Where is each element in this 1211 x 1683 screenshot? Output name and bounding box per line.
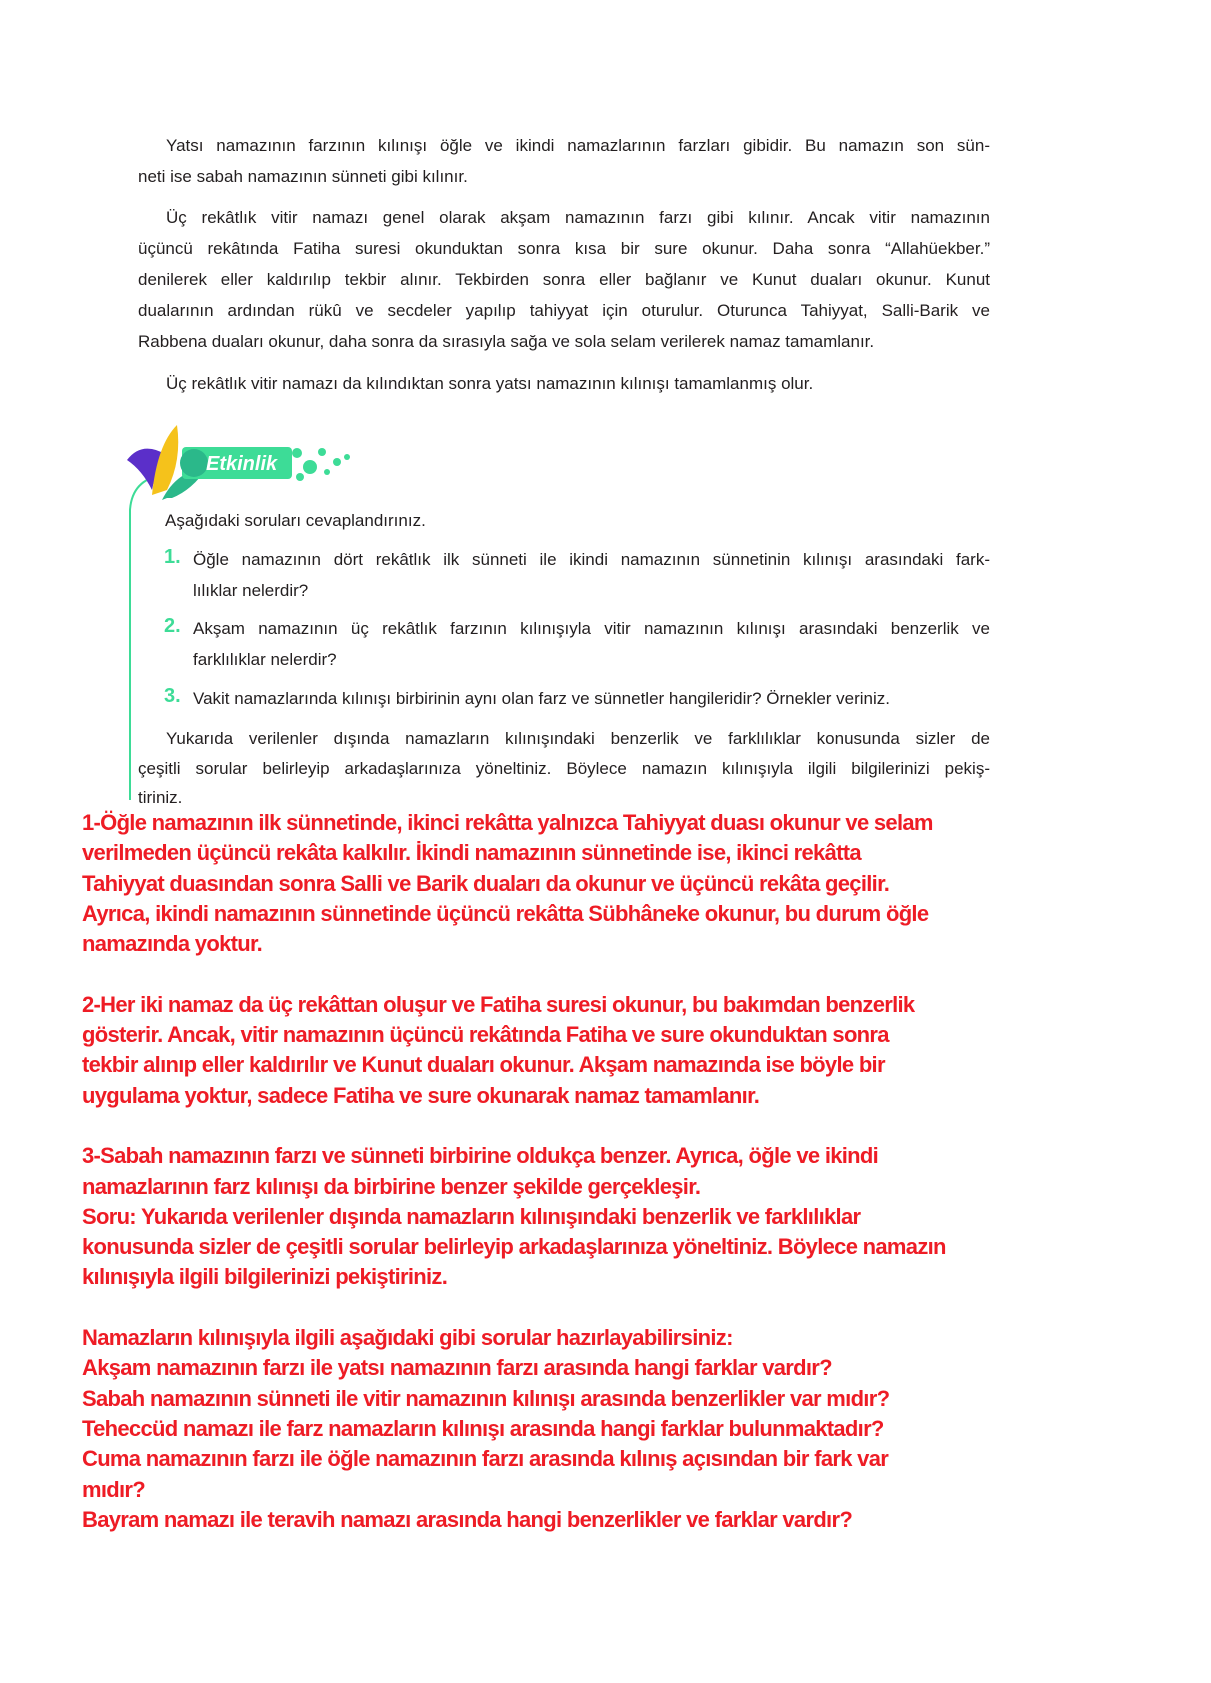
answer-line: Bayram namazı ile teravih namazı arasında hangi benzerlikler ve farklar vardır?: [82, 1506, 853, 1532]
answer-line: 1-Öğle namazının ilk sünnetinde, ikinci rekâtta yalnızca Tahiyyat duası okunur ve selam: [82, 810, 933, 835]
text-line: Üç rekâtlık vitir namazı da kılındıktan sonra yatsı namazının kılınışı tamamlanmış olur.: [166, 374, 814, 393]
answer-line: Cuma namazının farzı ile öğle namazının farzı arasında kılınış açısından bir fark var: [82, 1446, 889, 1472]
answer-line: mıdır?: [82, 1476, 146, 1502]
question-2: [193, 613, 990, 675]
text-line: Yatsı namazının farzının kılınışı öğle ve ikindi namazlarının farzları gibidir. Bu namazın son sün-: [166, 136, 990, 155]
answer-line: gösterir. Ancak, vitir namazının üçüncü rekâtında Fatiha ve sure okunduktan sonra: [82, 1022, 889, 1048]
question-number: 2.: [164, 615, 181, 637]
question-number: 1.: [164, 546, 181, 568]
answer-line: Tahiyyat duasından sonra Salli ve Barik duaları da okunur ve üçüncü rekâta geçilir.: [82, 870, 890, 896]
text-line: lılıklar nelerdir?: [193, 581, 309, 600]
suggested-questions: [82, 1323, 946, 1535]
text-line: tiriniz.: [138, 788, 183, 807]
text-line: Vakit namazlarında kılınışı birbirinin aynı olan farz ve sünnetler hangileridir? Örnekler veriniz.: [193, 689, 891, 708]
answer-line: verilmeden üçüncü rekâta kalkılır. İkindi namazının sünnetinde ise, ikinci rekâtta: [82, 840, 861, 866]
text-line: neti ise sabah namazının sünneti gibi kılınır.: [138, 167, 468, 186]
intro-paragraph-3: [138, 368, 990, 399]
text-line: Aşağıdaki soruları cevaplandırınız.: [165, 511, 426, 530]
answer-3: [82, 1141, 946, 1292]
question-3: [193, 683, 990, 714]
activity-closing: [138, 724, 990, 812]
answer-line: uygulama yoktur, sadece Fatiha ve sure okunarak namaz tamamlanır.: [82, 1082, 760, 1108]
answer-line: Soru: Yukarıda verilenler dışında namazların kılınışındaki benzerlik ve farklılıklar: [82, 1203, 861, 1229]
answer-line: Namazların kılınışıyla ilgili aşağıdaki gibi sorular hazırlayabilirsiniz:: [82, 1325, 733, 1351]
text-line: Akşam namazının üç rekâtlık farzının kılınışıyla vitir namazının kılınışı arasındaki benzerlik ve: [193, 619, 990, 638]
activity-instruction: [165, 505, 965, 536]
text-line: çeşitli sorular belirleyip arkadaşlarınıza yöneltiniz. Böylece namazın kılınışıyla ilgili bilgilerinizi pekiş-: [138, 759, 990, 778]
text-line: farklılıklar nelerdir?: [193, 650, 337, 669]
answers: [82, 808, 946, 1535]
intro-paragraph-1: [138, 130, 990, 192]
answer-1: [82, 808, 946, 959]
answer-line: Sabah namazının sünneti ile vitir namazının kılınışı arasında benzerlikler var mıdır?: [82, 1385, 890, 1411]
question-number: 3.: [164, 685, 181, 707]
answer-line: namazlarının farz kılınışı da birbirine benzer şekilde gerçekleşir.: [82, 1173, 701, 1199]
answer-line: Ayrıca, ikindi namazının sünnetinde üçüncü rekâtta Sübhâneke okunur, bu durum öğle: [82, 900, 929, 926]
answer-line: kılınışıyla ilgili bilgilerinizi pekiştiriniz.: [82, 1264, 448, 1290]
text-line: Rabbena duaları okunur, daha sonra da sırasıyla sağa ve sola selam verilerek namaz tamamlanır.: [138, 332, 875, 351]
answer-line: Teheccüd namazı ile farz namazların kılınışı arasında hangi farklar bulunmaktadır?: [82, 1415, 884, 1441]
intro-paragraph-2: [138, 202, 990, 357]
answer-line: Akşam namazının farzı ile yatsı namazının farzı arasında hangi farklar vardır?: [82, 1355, 832, 1381]
answer-line: konusunda sizler de çeşitli sorular belirleyip arkadaşlarınıza yöneltiniz. Böylece namazın: [82, 1234, 946, 1260]
text-line: Öğle namazının dört rekâtlık ilk sünneti ile ikindi namazının sünnetinin kılınışı arasındaki fark-: [193, 550, 990, 569]
answer-line: 3-Sabah namazının farzı ve sünneti birbirine oldukça benzer. Ayrıca, öğle ve ikindi: [82, 1143, 879, 1169]
text-line: Yukarıda verilenler dışında namazların kılınışındaki benzerlik ve farklılıklar konusunda sizler de: [166, 729, 990, 748]
answer-2: [82, 990, 946, 1111]
answer-line: 2-Her iki namaz da üç rekâttan oluşur ve Fatiha suresi okunur, bu bakımdan benzerlik: [82, 991, 915, 1017]
text-line: Üç rekâtlık vitir namazı genel olarak akşam namazının farzı gibi kılınır. Ancak vitir namazının: [166, 208, 990, 227]
text-line: dualarının ardından rükû ve secdeler yapılıp tahiyyat için oturulur. Oturunca Tahiyyat, Salli-Barik ve: [138, 301, 990, 320]
question-1: [193, 544, 990, 606]
text-line: üçüncü rekâtında Fatiha suresi okunduktan sonra kısa bir sure okunur. Daha sonra “Allahüekber.”: [138, 239, 990, 258]
answer-line: tekbir alınıp eller kaldırılır ve Kunut duaları okunur. Akşam namazında ise böyle bir: [82, 1052, 885, 1078]
etkinlik-label: Etkinlik: [206, 453, 278, 475]
text-line: denilerek eller kaldırılıp tekbir alınır. Tekbirden sonra eller bağlanır ve Kunut duaları okunur. Kunut: [138, 270, 990, 289]
answer-line: namazında yoktur.: [82, 931, 263, 957]
